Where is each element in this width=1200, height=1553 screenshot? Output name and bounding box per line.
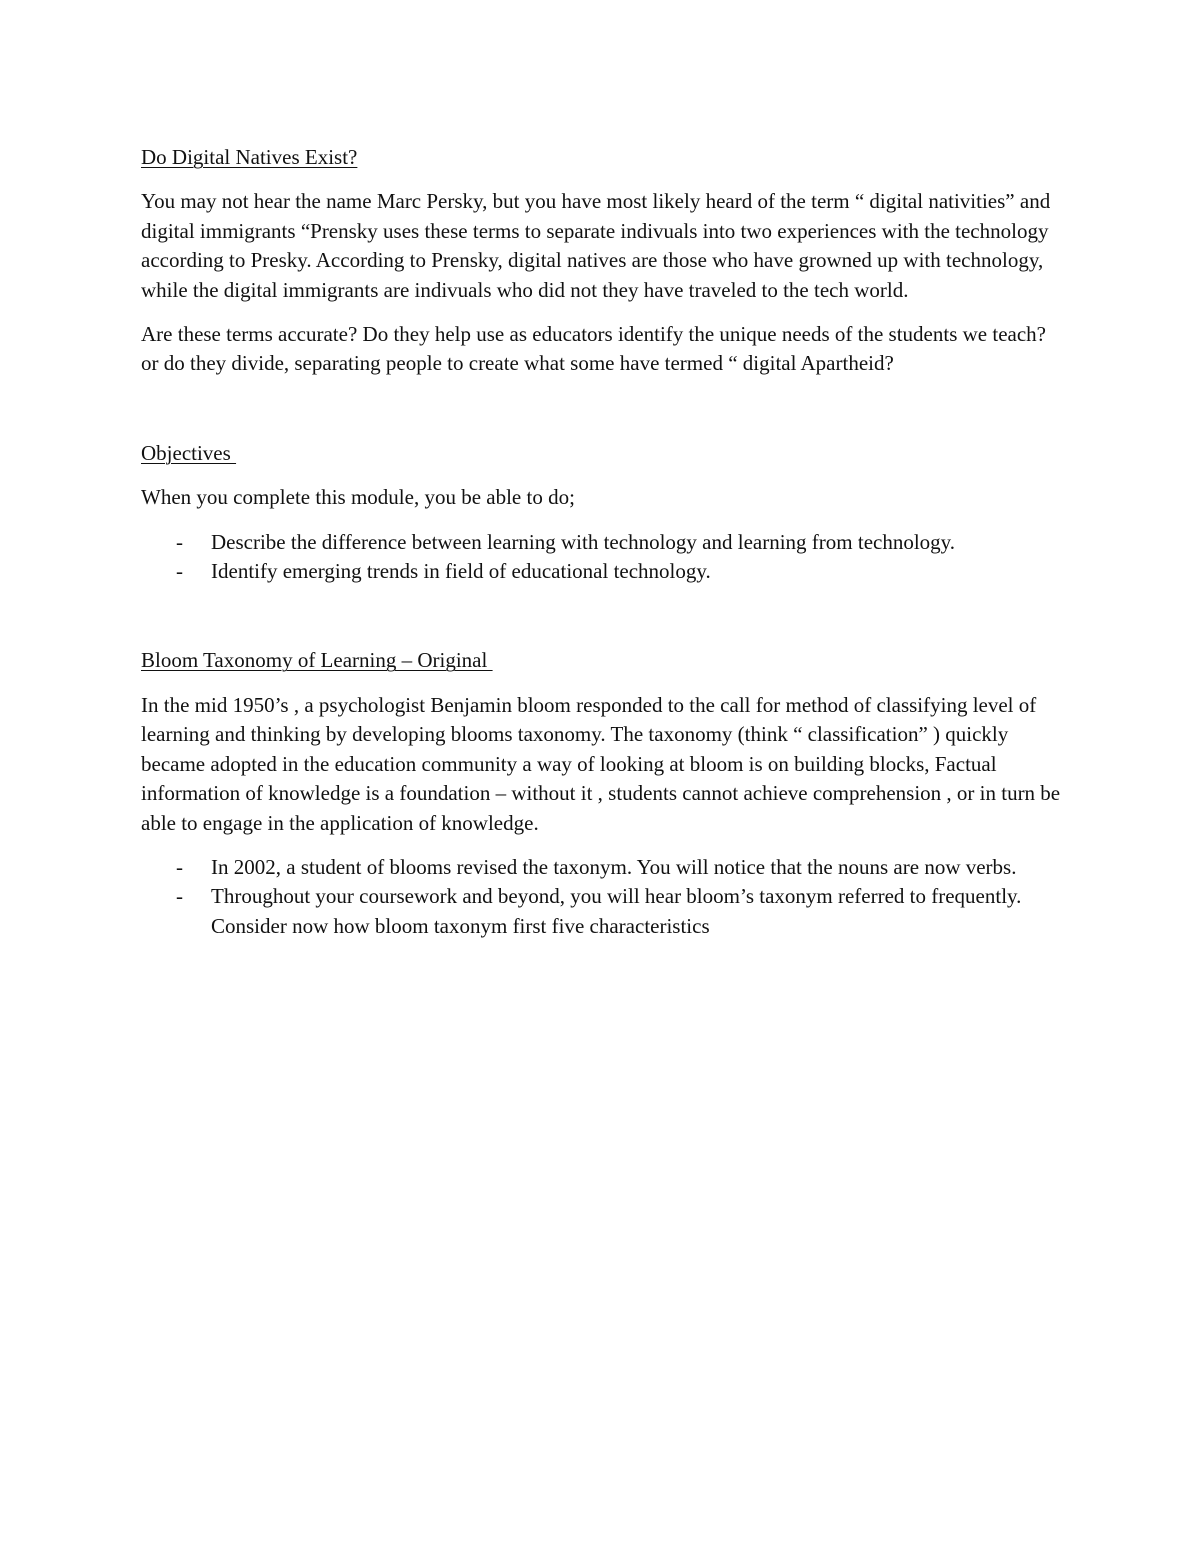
- section-digital-natives: [141, 143, 1066, 379]
- list-item-text: Describe the difference between learning with technology and learning from technology.: [211, 529, 956, 554]
- section-bloom-taxonomy: [141, 646, 1066, 941]
- section-heading: Bloom Taxonomy of Learning – Original: [141, 648, 493, 673]
- list-item-text: Identify emerging trends in field of educational technology.: [211, 559, 711, 584]
- list-item: [141, 882, 1066, 941]
- section-spacer: [141, 394, 1066, 439]
- body-paragraph: When you complete this module, you be able to do;: [141, 485, 575, 510]
- bullet-dash: -: [176, 559, 183, 584]
- bullet-dash: -: [176, 884, 183, 909]
- body-paragraph: You may not hear the name Marc Persky, but you have most likely heard of the term “ digital nativities” and digital immigrants “Prensky uses these terms to separate indivuals into two experiences with the technology according to Presky. According to Prensky, digital natives are those who have growned up with technology, while the digital immigrants are indivuals who did not they have traveled to the tech world.: [141, 189, 1051, 302]
- list-item-text: In 2002, a student of blooms revised the taxonym. You will notice that the nouns are now verbs.: [211, 854, 1017, 879]
- body-paragraph: Are these terms accurate? Do they help use as educators identify the unique needs of the students we teach? or do they divide, separating people to create what some have termed “ digital Apartheid?: [141, 322, 1046, 376]
- list-item: [141, 528, 1066, 557]
- bullet-dash: -: [176, 854, 183, 879]
- bullet-dash: -: [176, 529, 183, 554]
- section-heading: Do Digital Natives Exist?: [141, 145, 358, 169]
- body-paragraph: In the mid 1950’s , a psychologist Benjamin bloom responded to the call for method of classifying level of learning and thinking by developing blooms taxonomy. The taxonomy (think “ classification” ) quickly became adopted in the education community a way of looking at bloom is on building blocks, Factual information of knowledge is a foundation – without it , students cannot achieve comprehension , or in turn be able to engage in the application of knowledge.: [141, 692, 1061, 835]
- document-body: [141, 143, 1066, 956]
- bullet-list: [141, 853, 1066, 941]
- section-objectives: [141, 439, 1066, 587]
- list-item: [141, 853, 1066, 882]
- section-spacer: [141, 601, 1066, 646]
- list-item-text: Throughout your coursework and beyond, you will hear bloom’s taxonym referred to frequently. Consider now how bloom taxonym first five characteristics: [211, 884, 1022, 938]
- section-heading: Objectives: [141, 440, 237, 465]
- bullet-list: [141, 528, 1066, 587]
- list-item: [141, 557, 1066, 586]
